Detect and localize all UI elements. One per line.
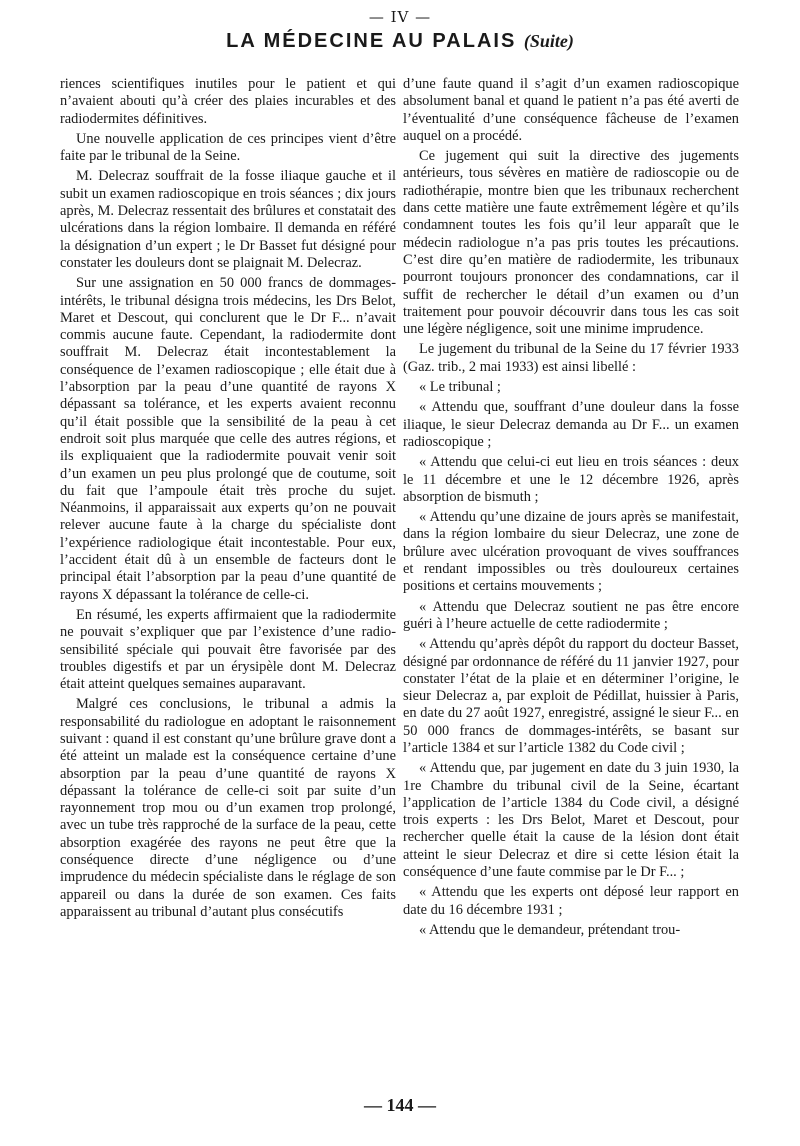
paragraph: Sur une assignation en 50 000 francs de dommages-intérêts, le tribunal désigna trois médecins, les Drs Belot, Maret et Descout, qui conclurent que le Dr F... n’avait commis aucune faute. Cependant, la radiodermite dont souffrait M. Delecraz était incontestablement la conséquence de l’examen radioscopique ; elle était due à l’absorption par la peau d’une quantité de rayons X dépassant sa tolérance, et les experts avaient reconnu qu’il était possible que la sensibilité de la peau à cet endroit soit plus marquée que celle des autres régions, et ils expliquaient que la radiodermite pouvait venir soit d’un examen un peu plus prolongé que de coutume, soit du fait que l’ampoule était très proche du sujet. Néanmoins, il apparaissait aux experts qu’on ne pouvait relever aucune faute à la charge du spécialiste dont l’expérience radiologique était incontestable. Pour eux, l’accident était dû à un ensemble de facteurs dont le principal était l’absorption par la peau d’une quantité de rayons X dépassant la tolérance de celle-ci. — [60, 275, 396, 603]
paragraph: « Attendu qu’après dépôt du rapport du docteur Basset, désigné par ordonnance de référé du 11 janvier 1927, pour constater l’état de la plaie et en déterminer l’origine, le sieur Delecraz a, par exploit de Pédillat, huissier à Paris, en date du 27 août 1927, enregistré, assigné le sieur F... en 50 000 francs de dommages-intérêts, se basant sur l’article 1384 et sur l’article 1382 du Code civil ; — [403, 636, 739, 756]
paragraph: « Attendu que, par jugement en date du 3 juin 1930, la 1re Chambre du tribunal civil de la Seine, écartant l’application de l’article 1384 du Code civil, a désigné trois experts : les Drs Belot, Maret et Descout, pour rechercher quelle était la cause de la lésion dont était atteint le sieur Delecraz et dire si cette lésion était la conséquence d’une faute commise par le Dr F... ; — [403, 760, 739, 881]
paragraph: Malgré ces conclusions, le tribunal a admis la responsabilité du radiologue en adoptant le raisonnement suivant : quand il est constant qu’une brûlure grave dont a été atteint un malade est la conséquence certaine d’une absorption par la peau d’une quantité de rayons X dépassant la tolérance de celle-ci soit par suite d’un rayonnement trop mou ou d’un examen trop prolongé, avec un tube très rapproché de la surface de la peau, cette absorption exagérée des rayons ne peut être que la conséquence directe d’une négligence ou d’une imprudence du médecin spécialiste dans le réglage de son appareil ou dans la durée de son examen. Ces faits apparaissent au tribunal d’autant plus consécutifs — [60, 696, 396, 920]
paragraph: « Attendu qu’une dizaine de jours après se manifestait, dans la région lombaire du sieur Delecraz, une zone de brûlure avec ulcération provoquant de vives souffrances et rendant impossibles ou très douloureux certaines positions et certains mouvements ; — [403, 509, 739, 595]
right-column — [403, 76, 739, 942]
page-number: — 144 — — [364, 1095, 436, 1115]
page-header — [0, 6, 800, 54]
running-title-text: LA MÉDECINE AU PALAIS — [226, 30, 517, 52]
running-title-suite: (Suite) — [523, 31, 574, 51]
paragraph: « Attendu que celui-ci eut lieu en trois séances : deux le 11 décembre et une le 12 décembre 1926, après absorption de bismuth ; — [403, 454, 739, 505]
paragraph: riences scientifiques inutiles pour le patient et qui n’avaient abouti qu’à créer des plaies incurables et des radiodermites définitives. — [60, 76, 396, 127]
paragraph: « Attendu que les experts ont déposé leur rapport en date du 16 décembre 1931 ; — [403, 884, 739, 918]
left-column — [60, 76, 396, 924]
roman-page-number: — IV — — [368, 8, 432, 26]
paragraph: Une nouvelle application de ces principes vient d’être faite par le tribunal de la Seine. — [60, 130, 396, 165]
paragraph: En résumé, les experts affirmaient que la radiodermite ne pouvait s’expliquer que par l’existence d’une radio-sensibilité spéciale qui pouvait être favorisée par des troubles digestifs et par un érysipèle dont M. Delecraz était atteint quelques semaines auparavant. — [60, 606, 396, 693]
paragraph: d’une faute quand il s’agit d’un examen radioscopique absolument banal et quand le patient n’a pas été averti de l’éventualité d’une conséquence fâcheuse de l’examen auquel on a procédé. — [403, 76, 739, 144]
paragraph: « Attendu que, souffrant d’une douleur dans la fosse iliaque, le sieur Delecraz demanda au Dr F... un examen radioscopique ; — [403, 399, 739, 450]
running-title — [0, 28, 800, 54]
paragraph: M. Delecraz souffrait de la fosse iliaque gauche et il subit un examen radioscopique en trois séances ; dix jours après, M. Delecraz ressentait des brûlures et constatait des ulcérations dans la région lombaire. Il demanda en référé la désignation d’un expert ; le Dr Basset fut désigné pour constater les douleurs dont se plaignait M. Delecraz. — [60, 168, 396, 271]
paragraph: Le jugement du tribunal de la Seine du 17 février 1933 (Gaz. trib., 2 mai 1933) est ainsi libellé : — [403, 341, 739, 375]
paragraph: « Attendu que le demandeur, prétendant trou- — [419, 921, 681, 938]
paragraph: « Attendu que Delecraz soutient ne pas être encore guéri à l’heure actuelle de cette radiodermite ; — [403, 598, 739, 632]
paragraph: « Le tribunal ; — [419, 379, 501, 396]
paragraph: Ce jugement qui suit la directive des jugements antérieurs, tous sévères en matière de radioscopie ou de radiothérapie, montre bien que les tribunaux recherchent dans cette matière une faute extrêmement légère et qu’ils condamnent toutes les fois qu’il leur apparaît que le médecin radiologue n’a pas pris toutes les précautions. C’est dire qu’en matière de radiodermite, les tribunaux pourront toujours prononcer des condamnations, car il suffit de rechercher le détail d’un examen ou d’un traitement pour pouvoir découvrir dans tous les cas soit une légère négligence, soit une minime imprudence. — [403, 148, 739, 338]
